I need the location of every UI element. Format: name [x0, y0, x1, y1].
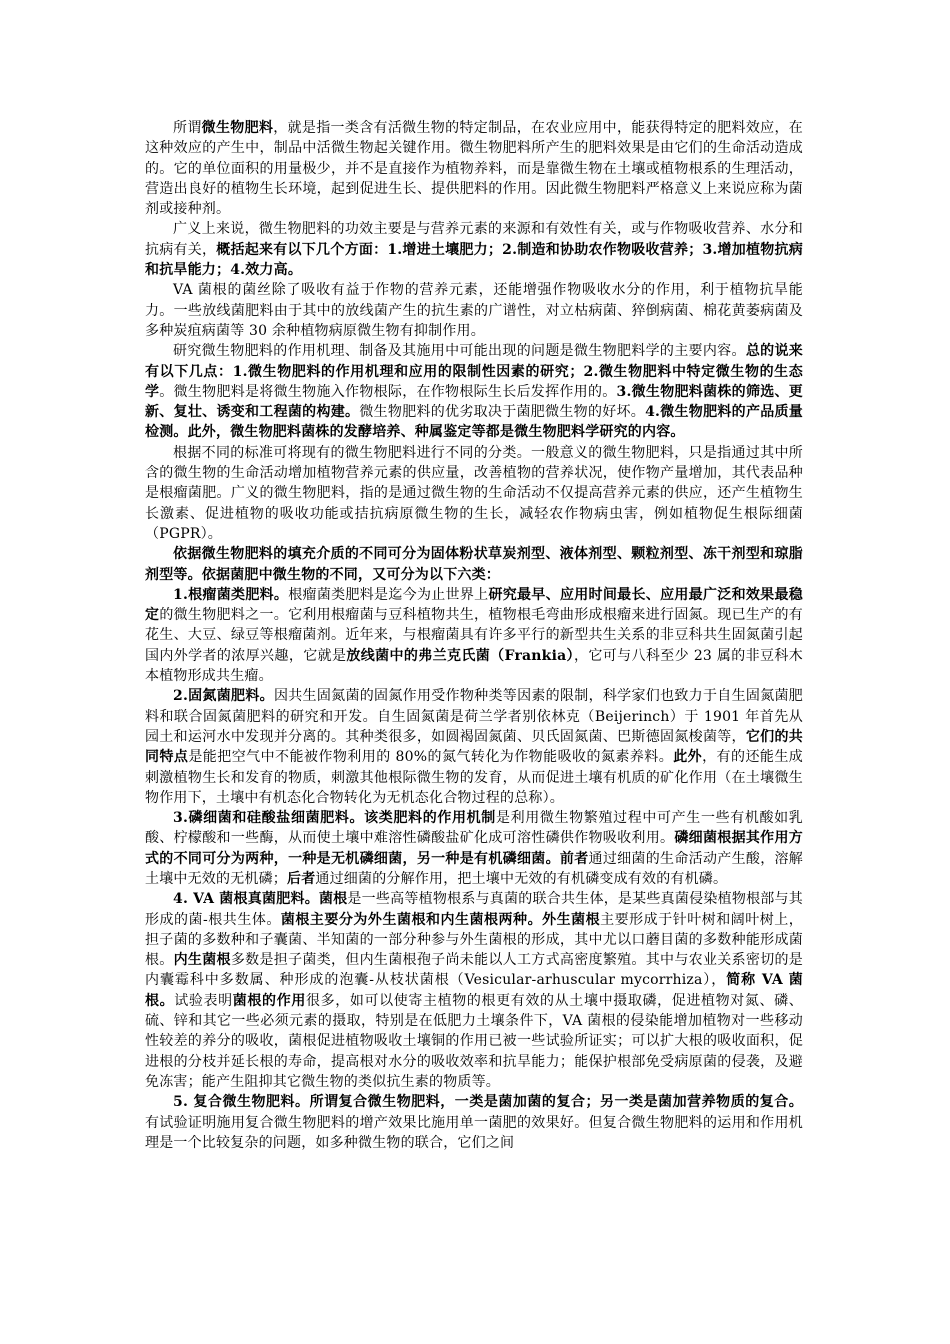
body-text: ，有的还能生成刺激植物生长和发育的物质，刺激其他根际微生物的发育，从而促进土壤有机质的矿化作用（在土壤微生物作用下，土壤中有机态化合物转化为无机态化合物过程的总称）。: [145, 749, 803, 806]
bold-text: 放线菌中的弗兰克氏菌（Frankia）: [346, 647, 574, 664]
body-text: 广义上来说，微生物肥料的功效主要是与营养元素的来源和有效性有关，或与作物吸收营养、水分和抗病有关，: [145, 221, 803, 258]
bold-text: 总的说来有以下几点：1.微生物肥料的作用机理和应用的限制性因素的研究；2.微生物肥料中特定微生物的生态学: [145, 343, 803, 400]
body-text: ，它可与八科至少 23 属的非豆科木本植物形成共生瘤。: [145, 647, 803, 685]
body-text: 是利用微生物繁殖过程中可产生一些有机酸如乳酸、柠檬酸和一些酶，从而使土壤中难溶性磷酸盐矿化成可溶性磷供作物吸收利用。: [145, 810, 803, 847]
bold-text: 2.固氮菌肥料。: [173, 688, 274, 705]
bold-text: 菌根的作用: [232, 992, 306, 1009]
bold-text: 菌根主要分为外生菌根和内生菌根两种。外生菌根: [280, 911, 601, 928]
bold-text: 3.微生物肥料菌株的筛选、更新、复壮、诱变和工程菌的构建。: [145, 383, 804, 421]
body-text: VA 菌根的菌丝除了吸收有益于作物的营养元素，还能增强作物吸收水分的作用，利于植物抗旱能力。一些放线菌肥料由于其中的放线菌产生的抗生素的广谱性，对立枯病菌、猝倒病菌、棉花黄萎病菌及多种炭疽病菌等 30 余种植物病原微生物有抑制作用。: [145, 282, 803, 339]
body-text: 很多，如可以使寄主植物的根更有效的从土壤中摄取磷，促进植物对氮、磷、硫、锌和其它一些必须元素的摄取，特别是在低肥力土壤条件下，VA 菌根的侵染能增加植物对一些移动性较差的养分的吸收，菌根促进植物吸收土壤铜的作用已被一些试验所证实；可以扩大根的吸收面积，促进根的分枝并延长根的寿命，提高根对水分的吸收效率和抗旱能力；能保护根部免受病原菌的侵袭，及避免冻害；能产生阻抑其它微生物的类似抗生素的物质等。: [145, 992, 803, 1090]
bold-text: 4.微生物肥料的产品质量检测。此外，微生物肥料菌株的发酵培养、种属鉴定等都是微生物肥料学研究的内容。: [145, 404, 804, 441]
bold-text: 4. VA 菌根真菌肥料。菌根: [173, 891, 348, 908]
body-text: 因共生固氮菌的固氮作用受作物种类等因素的限制，科学家们也致力于自生固氮菌肥料和联合固氮菌肥料的研究和开发。自生固氮菌是荷兰学者别依林克（Beijerinch）于 1901 年首先从园土和运河水中发现并分离的。其种类很多，如圆褐固氮菌、贝氏固氮菌、巴斯德固氮梭菌等，: [145, 688, 803, 745]
bold-text: 概括起来有以下几个方面：1.增进土壤肥力；2.制造和协助农作物吸收营养；3.增加植物抗病和抗旱能力；4.效力高。: [145, 241, 803, 279]
body-text: 通过细菌的生命活动产生酸，溶解土壤中无效的无机磷；: [145, 850, 804, 887]
paragraph-classification: [145, 443, 803, 544]
body-text: 多数是担子菌类，但内生菌根孢子尚未能以人工方式高密度繁殖。其中与农业关系密切的是内囊霉科中多数属、种形成的泡囊-从枝状菌根（Vesicular-arhuscular mycorrhiza），: [145, 952, 804, 989]
body-text: 通过细菌的分解作用，把土壤中无效的有机磷变成有效的有机磷。: [315, 870, 728, 887]
bold-text: 内生菌根: [173, 952, 231, 969]
document-body: [145, 118, 803, 1153]
bold-text: 依据微生物肥料的填充介质的不同可分为固体粉状草炭剂型、液体剂型、颗粒剂型、冻干剂型和琼脂剂型等。依据菌肥中微生物的不同，又可分为以下六类：: [145, 546, 803, 583]
body-text: 。微生物肥料是将微生物施入作物根际，在作物根际生长后发挥作用的。: [159, 383, 617, 400]
body-text: 研究微生物肥料的作用机理、制备及其施用中可能出现的问题是微生物肥料学的主要内容。: [173, 343, 746, 360]
bold-text: 微生物肥料: [201, 120, 274, 136]
body-text: 是一些高等植物根系与真菌的联合共生体，是某些真菌侵染植物根部与其形成的菌-根共生体。: [145, 891, 803, 928]
body-text: 是能把空气中不能被作物利用的 80%的氮气转化为作物能吸收的氮素养料。: [188, 749, 674, 766]
body-text: 试验表明: [174, 992, 233, 1009]
paragraph-functions: [145, 219, 803, 280]
body-text: 根瘤菌类肥料是迄今为止世界上: [288, 586, 489, 603]
paragraph-nitrogen-fixing-fertilizer: [145, 686, 803, 808]
bold-text: 1.根瘤菌类肥料。: [173, 586, 289, 603]
bold-text: 它们的共同特点: [145, 728, 803, 766]
bold-text: 磷细菌根据其作用方式的不同可分为两种，一种是无机磷细菌，另一种是有机磷细菌。前者: [145, 830, 803, 867]
bold-text: 研究最早、应用时间最长、应用最广泛和效果最稳定: [145, 586, 803, 624]
bold-text: 5. 复合微生物肥料。所谓复合微生物肥料，一类是菌加菌的复合；另一类是菌加营养物质的复合。: [173, 1094, 803, 1111]
bold-text: 此外: [673, 749, 703, 766]
paragraph-rhizobium-fertilizer: [145, 585, 803, 686]
bold-text: 3.磷细菌和硅酸盐细菌肥料。该类肥料的作用机制: [173, 810, 496, 827]
bold-text: 后者: [287, 870, 316, 887]
paragraph-compound-fertilizer: [145, 1092, 803, 1153]
body-text: 的微生物肥料之一。它利用根瘤菌与豆科植物共生，植物根毛弯曲形成根瘤来进行固氮。现已生产的有花生、大豆、绿豆等根瘤菌剂。近年来，与根瘤菌具有许多平行的新型共生关系的非豆科共生固氮菌引起国内外学者的浓厚兴趣，它就是: [145, 607, 803, 664]
bold-text: 简称 VA 菌根。: [145, 972, 803, 1009]
paragraph-dosage-forms: [145, 544, 803, 585]
paragraph-research-content: [145, 341, 803, 442]
body-text: 根据不同的标准可将现有的微生物肥料进行不同的分类。一般意义的微生物肥料，只是指通过其中所含的微生物的生命活动增加植物营养元素的供应量，改善植物的营养状况，使作物产量增加，其代表品种是根瘤菌肥。广义的微生物肥料，指的是通过微生物的生命活动不仅提高营养元素的供应，还产生植物生长激素、促进植物的吸收功能或拮抗病原微生物的生长，减轻农作物病虫害，例如植物促生根际细菌（PGPR）。: [145, 444, 803, 542]
body-text: 有试验证明施用复合微生物肥料的增产效果比施用单一菌肥的效果好。但复合微生物肥料的运用和作用机理是一个比较复杂的问题，如多种微生物的联合，它们之间: [145, 1114, 803, 1151]
body-text: 微生物肥料的优劣取决于菌肥微生物的好坏。: [359, 404, 646, 421]
paragraph-va-mycorrhiza-effects: [145, 280, 803, 341]
paragraph-definition: [145, 118, 803, 219]
body-text: 所谓: [173, 120, 202, 136]
paragraph-va-mycorrhiza-fertilizer: [145, 889, 803, 1092]
paragraph-phosphate-silicate-fertilizer: [145, 808, 803, 889]
body-text: ，就是指一类含有活微生物的特定制品，在农业应用中，能获得特定的肥料效应，在这种效应的产生中，制品中活微生物起关键作用。微生物肥料所产生的肥料效果是由它们的生命活动造成的。它的单位面积的用量极少，并不是直接作为植物养料，而是靠微生物在土壤或植物根系的生理活动，营造出良好的植物生长环境，起到促进生长、提供肥料的作用。因此微生物肥料严格意义上来说应称为菌剂或接种剂。: [145, 120, 804, 218]
body-text: 主要形成于针叶树和阔叶树上，担子菌的多数种和子囊菌、半知菌的一部分种参与外生菌根的形成，其中尤以口蘑目菌的多数种能形成菌根。: [145, 911, 803, 969]
